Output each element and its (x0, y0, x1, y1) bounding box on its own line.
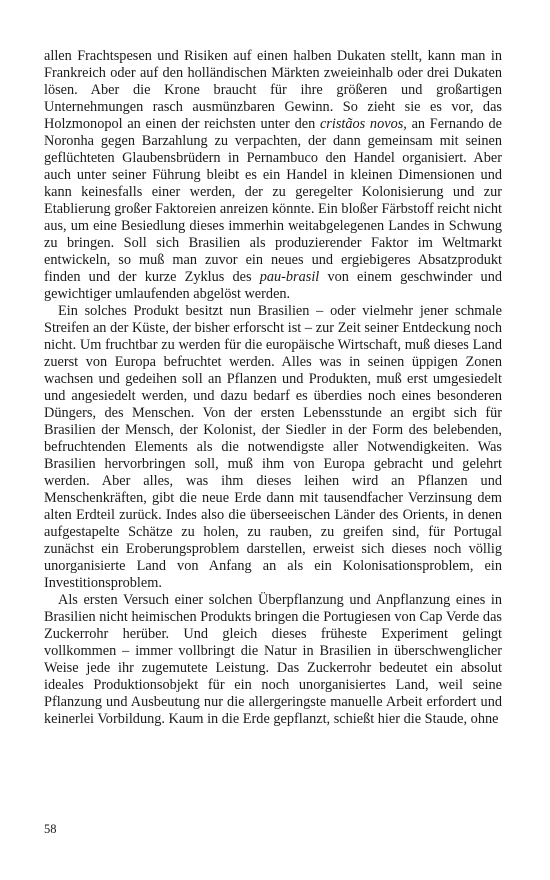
paragraph-3-text: Als ersten Versuch einer solchen Überpflanzung und Anpflanzung eines in Brasilien nicht heimischen Produkts bringen die Portugiesen von Cap Verde das Zuckerrohr herüber. Und gleich dieses früheste Experiment gelingt vollkommen – immer vollbringt die Natur in Brasilien in überschwenglicher Weise jede ihr zugemutete Leistung. Das Zuckerrohr bedeutet ein absolut ideales Produktionsobjekt für ein noch unorganisiertes Land, weil seine Pflanzung und Ausbeutung nur die allergeringste manuelle Arbeit erfordert und keinerlei Vorbildung. Kaum in die Erde gepflanzt, schießt hier die Staude, ohne (44, 592, 502, 727)
paragraph-1-text-c: von einem geschwinder und gewichtiger umlaufenden abgelöst werden. (44, 269, 502, 302)
paragraph-3 (44, 592, 502, 728)
paragraph-2 (44, 303, 502, 592)
paragraph-1-text-a: allen Frachtspesen und Risiken auf einen halben Dukaten stellt, kann man in Frankreich oder auf den holländischen Märkten zweieinhalb oder drei Dukaten lösen. Aber die Krone braucht für ihre größeren und großartigen Unternehmungen rasch ausmünzbaren Gewinn. So zieht sie es vor, das Holzmonopol an einen der reichsten unter den (44, 48, 502, 132)
paragraph-1-text-b: an Fernando de Noronha gegen Barzahlung zu verpachten, der dann gemeinsam mit seinen geflüchteten Glaubensbrüdern in Pernambuco den Handel organisiert. Aber auch unter seiner Führung bleibt es ein Handel in kleinen Dimensionen und kann keinesfalls einer werden, der zu geregelter Kolonisierung und zur Etablierung großer Faktoreien anreizen könnte. Ein bloßer Färbstoff reicht nicht aus, um eine Besiedlung dieses immerhin weitabgelegenen Landes in Schwung zu bringen. Soll sich Brasilien als produzierender Faktor im Weltmarkt entwickeln, so muß man zuvor ein neues und ergiebigeres Absatzprodukt finden und der kurze Zyklus des (44, 116, 502, 285)
page-body (44, 48, 502, 728)
paragraph-1-italic-term-pau-brasil: pau-brasil (259, 269, 320, 285)
paragraph-1-italic-term-cristaos-novos: cristãos novos, (319, 116, 407, 132)
paragraph-2-text: Ein solches Produkt besitzt nun Brasilien – oder vielmehr jener schmale Streifen an der Küste, der bisher erforscht ist – zur Zeit seiner Entdeckung noch nicht. Um fruchtbar zu werden für die europäische Wirtschaft, muß dieses Land zuerst von Europa befruchtet werden. Alles was in seinen üppigen Zonen wachsen und gedeihen soll an Pflanzen und Produkten, muß erst umgesiedelt und angesiedelt werden, und dazu bedarf es überdies noch eines besonderen Düngers, des Menschen. Von der ersten Lebensstunde an ergibt sich für Brasilien der Mensch, der Kolonist, der Siedler in der Form des belebenden, befruchtenden Elements als die notwendigste aller Notwendigkeiten. Was Brasilien hervorbringen soll, muß ihm von Europa gebracht und gelehrt werden. Aber alles, was ihm dieses leihen wird an Pflanzen und Menschenkräften, gibt die neue Erde dann mit tausendfacher Verzinsung dem alten Erdteil zurück. Indes also die überseeischen Länder des Orients, in denen aufgestapelte Schätze zu holen, zu rauben, zu greifen sind, für Portugal zunächst ein Eroberungsproblem darstellen, erweist sich dieses noch völlig unorganisierte Land von Anfang an als ein Kolonisationsproblem, ein Investitionsproblem. (44, 303, 502, 591)
paragraph-1 (44, 48, 502, 303)
page-number: 58 (44, 822, 57, 836)
